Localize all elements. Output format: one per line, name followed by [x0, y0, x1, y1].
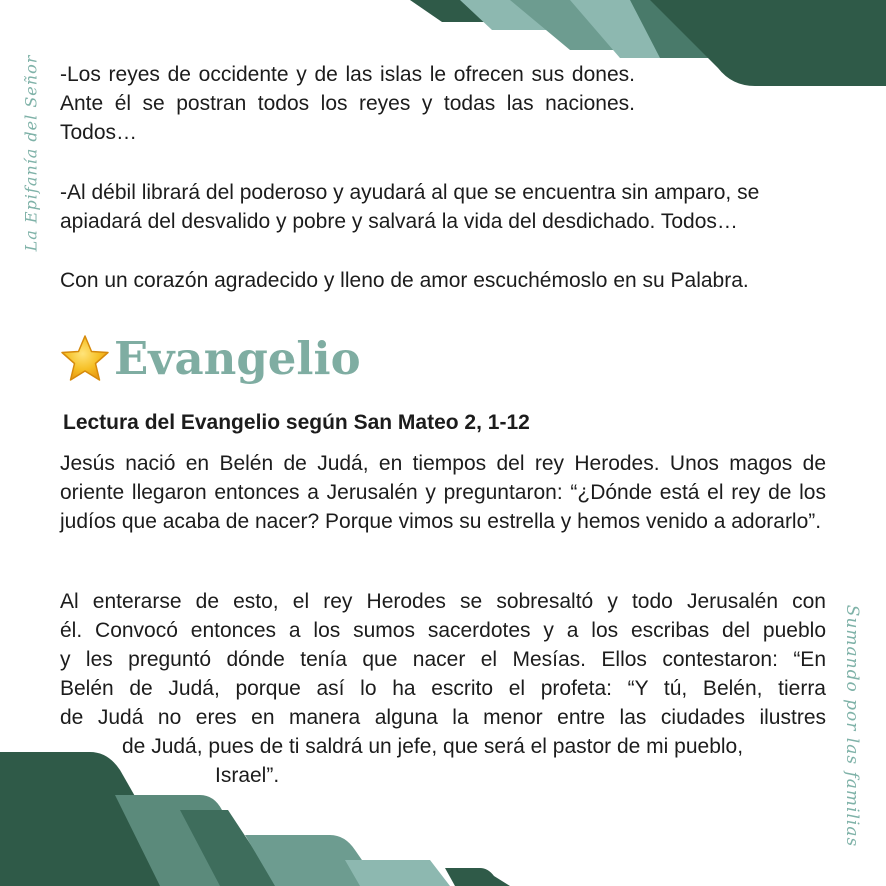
gospel-paragraph-1: Jesús nació en Belén de Judá, en tiempos del rey Herodes. Unos magos de oriente llegaron entonces a Jerusalén y preguntaron: “¿Dónde está el rey de los judíos que acaba de nacer? Porque vimos su estrella y hemos venido a adorarlo”. — [60, 452, 826, 533]
gospel-line: de Judá, pues de ti saldrá un jefe, que será el pastor de mi pueblo, — [122, 735, 744, 758]
deco-band-12 — [445, 868, 510, 886]
gospel-line: Belén de Judá, porque así lo ha escrito el profeta: “Y tú, Belén, tierra — [60, 677, 826, 700]
gospel-heading — [60, 332, 361, 385]
gospel-line: y les preguntó dónde tenía que nacer el Mesías. Ellos contestaron: “En — [60, 648, 826, 671]
closing-line: Con un corazón agradecido y lleno de amor escuchémoslo en su Palabra. — [60, 269, 749, 292]
gospel-paragraph-2 — [60, 587, 826, 790]
gospel-line: Israel”. — [215, 764, 280, 787]
star-icon — [60, 334, 110, 384]
petition-1: -Los reyes de occidente y de las islas le ofrecen sus dones. Ante él se postran todos los reyes y todas las naciones. Todos… — [60, 63, 635, 144]
petition-2: -Al débil librará del poderoso y ayudará al que se encuentra sin amparo, se apiadará del desvalido y pobre y salvará la vida del desdichado. Todos… — [60, 181, 760, 233]
gospel-line: él. Convocó entonces a los sumos sacerdotes y a los escribas del pueblo — [60, 619, 826, 642]
gospel-line: Al enterarse de esto, el rey Herodes se sobresaltó y todo Jerusalén con — [60, 590, 826, 613]
reading-title: Lectura del Evangelio según San Mateo 2, 1-12 — [63, 411, 530, 434]
gospel-line: de Judá no eres en manera alguna la menor entre las ciudades ilustres — [60, 706, 826, 729]
deco-band-11 — [345, 860, 450, 886]
side-label-right: Sumando por las familias — [842, 604, 862, 848]
section-title: Evangelio — [114, 332, 361, 385]
side-label-left: La Epifanía del Señor — [21, 54, 41, 252]
